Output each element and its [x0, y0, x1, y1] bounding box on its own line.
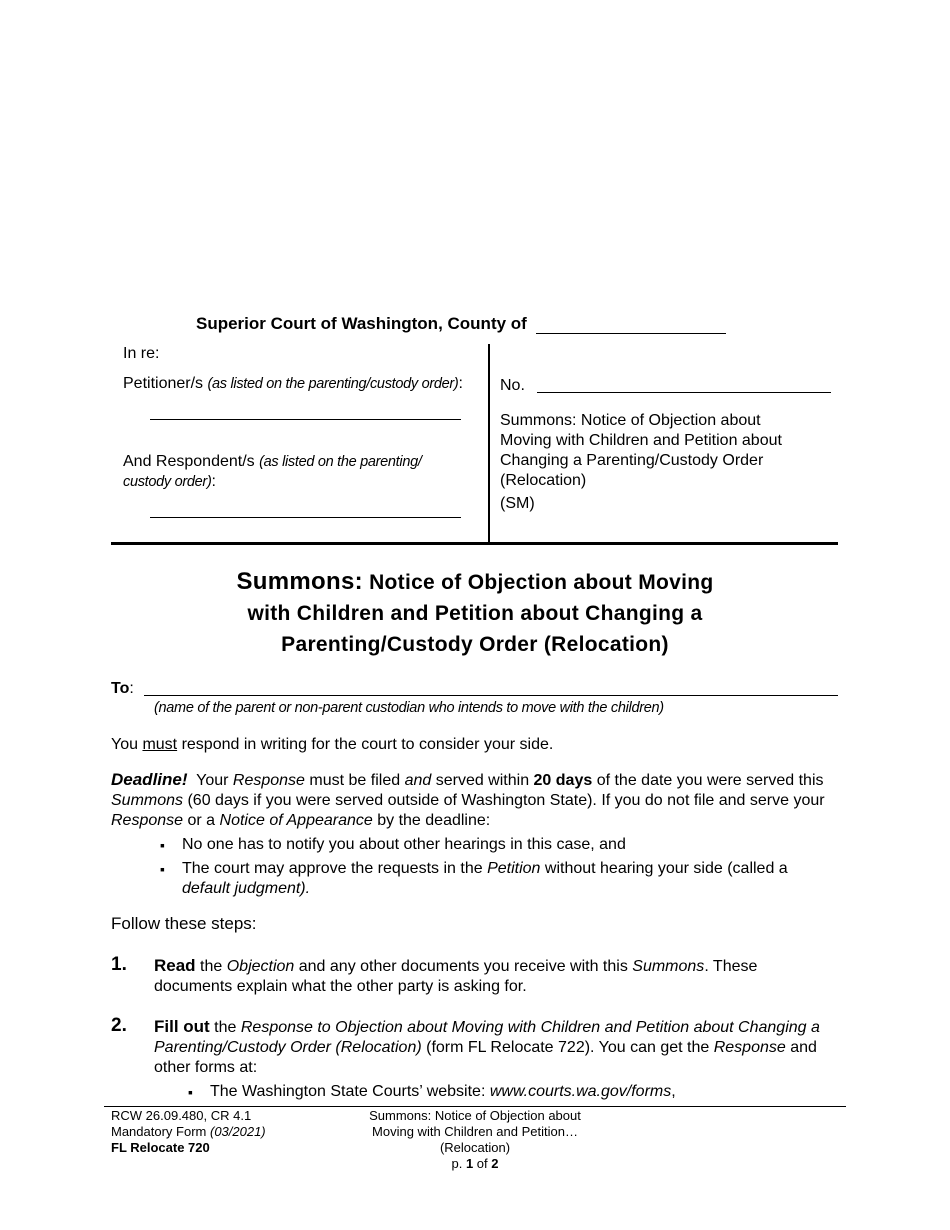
must-respond-text: You must respond in writing for the court to consider your side.	[111, 736, 554, 753]
deadline-paragraph: Deadline! Your Response must be filed and served within 20 days of the date you were served this Summons (60 days if you were served outside of Washington State). If you do not file and serve your Response or a Notice of Appearance by the deadline:	[111, 770, 825, 829]
court-heading: Superior Court of Washington, County of	[196, 314, 726, 334]
to-name-field[interactable]	[144, 695, 838, 696]
case-no-label: No.	[500, 377, 525, 394]
document-title: Summons: Notice of Objection about Moving with Children and Petition about Changing a Parenting/Custody Order (Relocation)	[236, 568, 714, 656]
respondent-signature-line[interactable]	[150, 517, 461, 518]
form-code: (SM)	[500, 495, 535, 512]
to-label: To:	[111, 680, 134, 697]
petitioner-label: Petitioner/s (as listed on the parenting/custody order):	[123, 375, 463, 392]
list-item: ▪ No one has to notify you about other hearings in this case, and	[160, 835, 840, 855]
step-2-number: 2.	[111, 1015, 127, 1036]
step-1-number: 1.	[111, 954, 127, 975]
steps-intro: Follow these steps:	[111, 914, 257, 933]
petitioner-signature-line[interactable]	[150, 419, 461, 420]
footer-center: Summons: Notice of Objection about Moving with Children and Petition… (Relocation) p. 1 of 2	[350, 1108, 600, 1172]
case-number-field[interactable]	[537, 392, 831, 393]
list-item: ▪ The court may approve the requests in the Petition without hearing your side (called a default judgment).	[160, 859, 840, 899]
footer-left: RCW 26.09.480, CR 4.1 Mandatory Form (03/2021) FL Relocate 720	[111, 1108, 266, 1155]
list-item: ▪ The Washington State Courts’ website: www.courts.wa.gov/forms,	[188, 1082, 848, 1102]
case-title: Summons: Notice of Objection about Moving with Children and Petition about Changing a Parenting/Custody Order (Relocation)	[500, 412, 782, 489]
deadline-bullets	[160, 835, 840, 899]
step-2-text: Fill out the Response to Objection about Moving with Children and Petition about Changing a Parenting/Custody Order (Relocation) (form FL Relocate 722). You can get the Response and other forms at:	[154, 1017, 820, 1076]
respondent-label: And Respondent/s (as listed on the parenting/ custody order):	[123, 453, 422, 490]
county-blank-field[interactable]	[536, 317, 726, 334]
step-1-text: Read the Objection and any other documents you receive with this Summons. These documents explain what the other party is asking for.	[154, 956, 758, 995]
forms-bullets	[188, 1082, 848, 1102]
footer-divider	[104, 1106, 846, 1107]
in-re-label: In re:	[123, 345, 160, 362]
to-note: (name of the parent or non-parent custodian who intends to move with the children)	[154, 700, 664, 716]
caption-divider-vertical	[488, 344, 490, 544]
caption-divider-horizontal	[111, 542, 838, 545]
page-number: p. 1 of 2	[451, 1156, 499, 1171]
courts-website-link[interactable]: www.courts.wa.gov/forms	[489, 1083, 672, 1100]
